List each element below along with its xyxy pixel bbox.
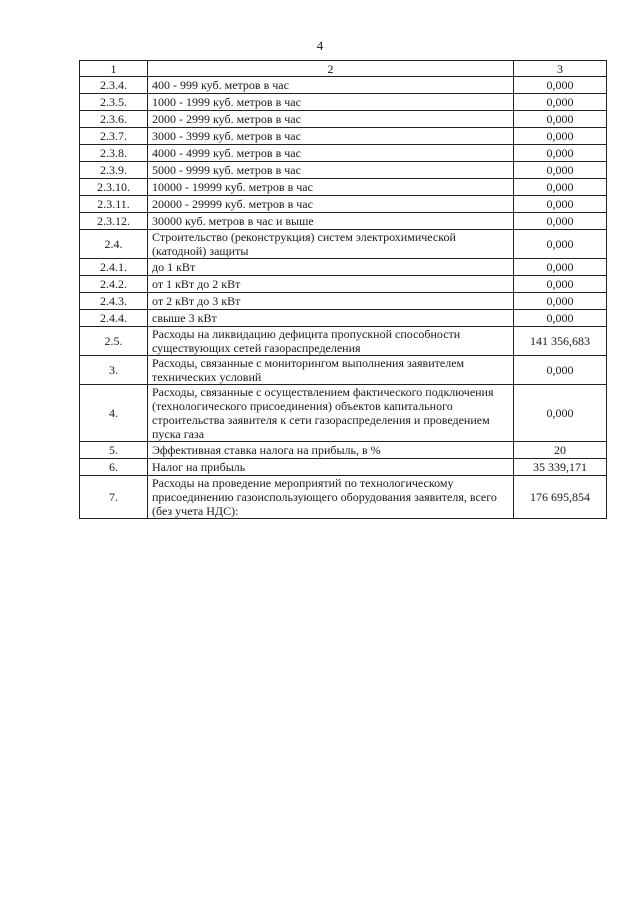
row-description: 20000 - 29999 куб. метров в час <box>148 196 514 213</box>
row-number: 2.5. <box>80 327 148 356</box>
table-row <box>80 128 607 145</box>
row-description: 1000 - 1999 куб. метров в час <box>148 94 514 111</box>
row-description: 400 - 999 куб. метров в час <box>148 77 514 94</box>
row-description: 10000 - 19999 куб. метров в час <box>148 179 514 196</box>
table-row <box>80 293 607 310</box>
row-description: Расходы на ликвидацию дефицита пропускной способности существующих сетей газораспределения <box>148 327 514 356</box>
row-number: 2.3.5. <box>80 94 148 111</box>
row-number: 2.3.7. <box>80 128 148 145</box>
row-number: 2.3.10. <box>80 179 148 196</box>
row-number: 2.4. <box>80 230 148 259</box>
row-number: 2.4.4. <box>80 310 148 327</box>
header-col-2: 2 <box>148 61 514 77</box>
table-row <box>80 310 607 327</box>
table-row <box>80 179 607 196</box>
row-number: 4. <box>80 385 148 442</box>
row-number: 2.3.12. <box>80 213 148 230</box>
table-row <box>80 230 607 259</box>
row-description: Эффективная ставка налога на прибыль, в % <box>148 442 514 459</box>
row-value: 0,000 <box>514 77 607 94</box>
table-row <box>80 259 607 276</box>
table-row <box>80 476 607 519</box>
table-row <box>80 356 607 385</box>
row-description: 4000 - 4999 куб. метров в час <box>148 145 514 162</box>
row-description: Расходы, связанные с мониторингом выполнения заявителем технических условий <box>148 356 514 385</box>
row-number: 5. <box>80 442 148 459</box>
row-value: 141 356,683 <box>514 327 607 356</box>
row-number: 2.3.4. <box>80 77 148 94</box>
table-row <box>80 276 607 293</box>
row-value: 0,000 <box>514 276 607 293</box>
row-value: 35 339,171 <box>514 459 607 476</box>
table-row <box>80 327 607 356</box>
row-value: 0,000 <box>514 162 607 179</box>
row-description: Расходы на проведение мероприятий по технологическому присоединению газоиспользующего оборудования заявителя, всего (без учета НДС): <box>148 476 514 519</box>
row-value: 0,000 <box>514 111 607 128</box>
row-description: 5000 - 9999 куб. метров в час <box>148 162 514 179</box>
row-value: 0,000 <box>514 196 607 213</box>
row-value: 20 <box>514 442 607 459</box>
row-description: до 1 кВт <box>148 259 514 276</box>
row-number: 6. <box>80 459 148 476</box>
row-description: 3000 - 3999 куб. метров в час <box>148 128 514 145</box>
row-number: 3. <box>80 356 148 385</box>
row-description: от 1 кВт до 2 кВт <box>148 276 514 293</box>
cost-table <box>79 60 607 519</box>
row-number: 2.3.11. <box>80 196 148 213</box>
table-row <box>80 442 607 459</box>
row-description: свыше 3 кВт <box>148 310 514 327</box>
row-value: 0,000 <box>514 145 607 162</box>
row-number: 2.4.2. <box>80 276 148 293</box>
row-description: Расходы, связанные с осуществлением фактического подключения (технологического присоединения) объектов капитального строительства заявителя к сети газораспределения и проведением пуска газа <box>148 385 514 442</box>
row-value: 0,000 <box>514 259 607 276</box>
row-value: 0,000 <box>514 356 607 385</box>
row-value: 0,000 <box>514 94 607 111</box>
row-description: 30000 куб. метров в час и выше <box>148 213 514 230</box>
row-number: 2.3.8. <box>80 145 148 162</box>
row-number: 2.3.9. <box>80 162 148 179</box>
row-number: 2.3.6. <box>80 111 148 128</box>
table-row <box>80 196 607 213</box>
table-row <box>80 94 607 111</box>
page-number: 4 <box>316 38 324 53</box>
row-value: 0,000 <box>514 179 607 196</box>
row-description: от 2 кВт до 3 кВт <box>148 293 514 310</box>
table-row <box>80 77 607 94</box>
row-value: 0,000 <box>514 310 607 327</box>
row-value: 0,000 <box>514 128 607 145</box>
table-row <box>80 213 607 230</box>
row-description: Строительство (реконструкция) систем электрохимической (катодной) защиты <box>148 230 514 259</box>
table-header-row <box>80 61 607 77</box>
row-value: 176 695,854 <box>514 476 607 519</box>
row-number: 2.4.1. <box>80 259 148 276</box>
row-value: 0,000 <box>514 385 607 442</box>
header-col-3: 3 <box>514 61 607 77</box>
header-col-1: 1 <box>80 61 148 77</box>
row-value: 0,000 <box>514 293 607 310</box>
row-value: 0,000 <box>514 230 607 259</box>
row-number: 7. <box>80 476 148 519</box>
row-description: Налог на прибыль <box>148 459 514 476</box>
table-row <box>80 111 607 128</box>
table-row <box>80 459 607 476</box>
table-row <box>80 162 607 179</box>
table-row <box>80 385 607 442</box>
row-description: 2000 - 2999 куб. метров в час <box>148 111 514 128</box>
row-number: 2.4.3. <box>80 293 148 310</box>
row-value: 0,000 <box>514 213 607 230</box>
table-row <box>80 145 607 162</box>
